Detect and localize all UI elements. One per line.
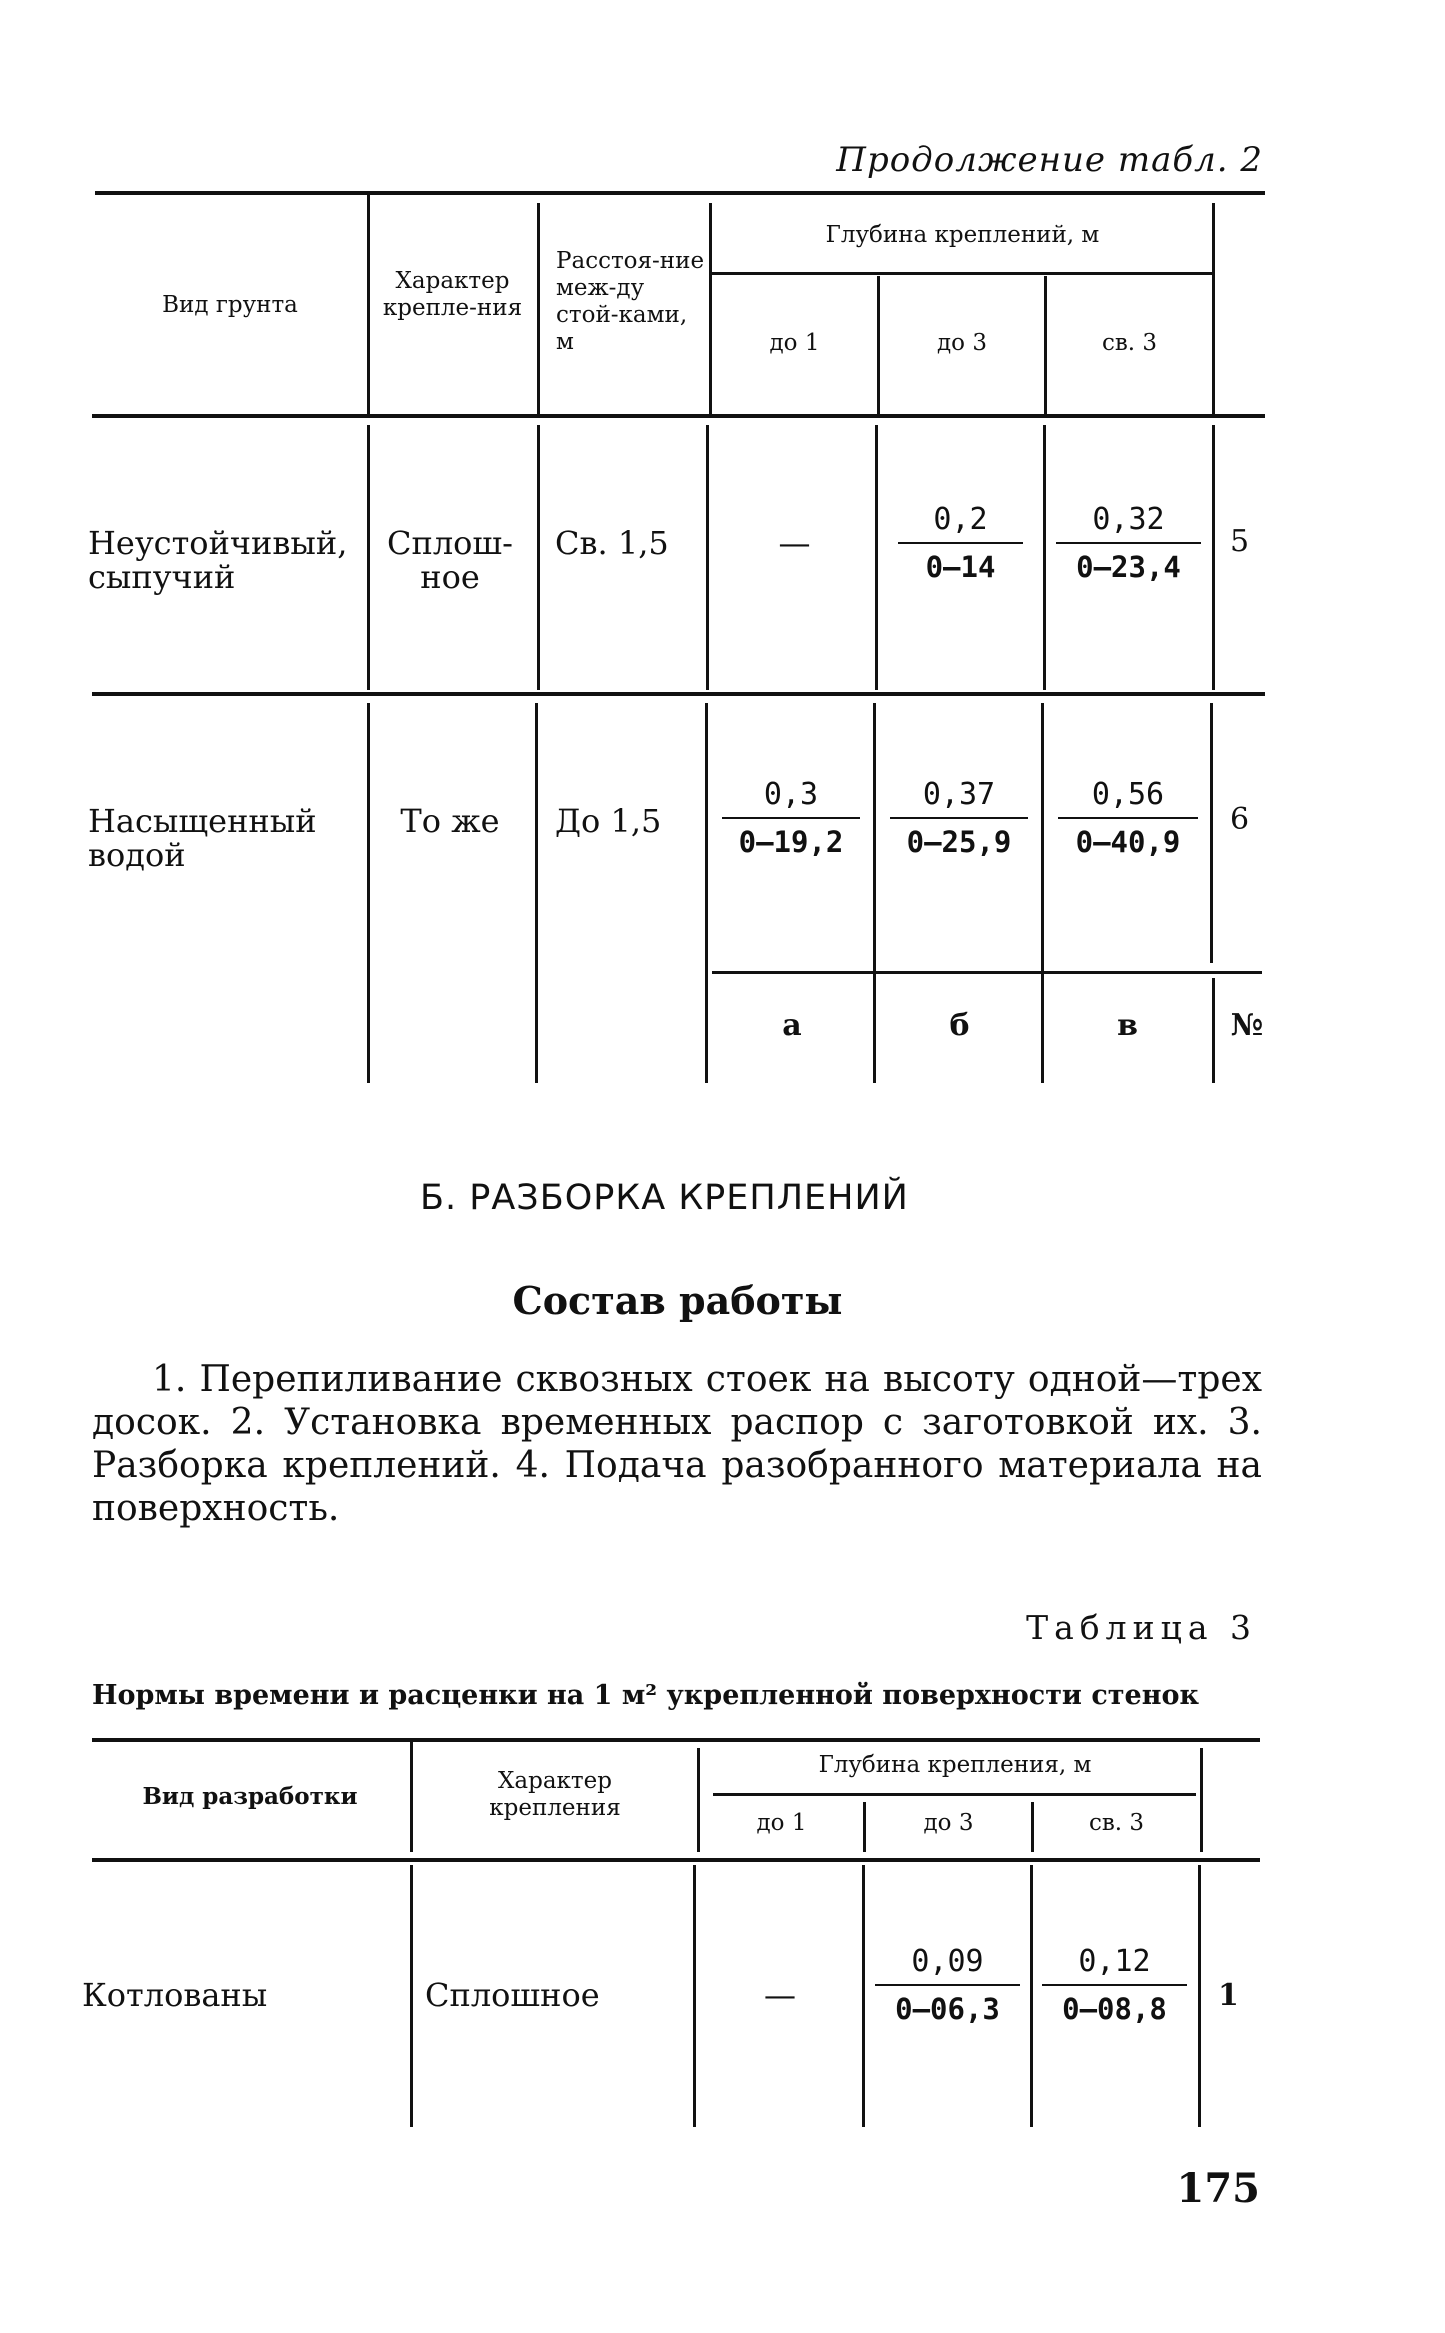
norm-rate-fraction [898,500,1023,586]
time-norm: 0,12 [1078,1944,1151,1979]
col-rule [535,703,538,1083]
row-number: 1 [1218,1978,1239,2013]
time-norm: 0,09 [911,1944,984,1979]
col-rule [862,1865,865,2127]
col-rule [1041,703,1044,1083]
fastening-cell: То же [400,802,500,840]
norm-rate-fraction [890,775,1028,861]
header-distance: Расстоя-ние меж-ду стой-ками, м [556,248,705,355]
distance-cell: Св. 1,5 [555,524,669,562]
row-separator-rule [92,692,1265,696]
table-top-rule [92,1738,1260,1742]
time-norm: 0,37 [922,777,996,812]
time-norm: 0,2 [933,502,988,537]
dash-cell: — [778,524,811,562]
header-soil-type: Вид грунта [162,292,298,318]
rate-value: 0—06,3 [895,1992,1000,2026]
fraction-bar [1042,1984,1187,1986]
fraction-bar [890,817,1028,819]
norm-rate-fraction [1042,1942,1187,2028]
table-top-rule [95,191,1265,195]
running-header: Продолжение табл. 2 [836,140,1263,180]
row-number: 6 [1230,802,1250,837]
rate-value: 0—40,9 [1075,825,1181,859]
fastening-cell: Сплошное [425,1976,600,2014]
col-rule [537,425,540,690]
fastening-cell: Сплош-ное [387,524,513,596]
depth-header-rule [712,272,1212,275]
dash-cell: — [764,1976,796,2014]
col-rule [1212,203,1215,416]
table-caption: Нормы времени и расценки на 1 м² укрепленной поверхности стенок [92,1680,1199,1711]
header-depth-upto-1: до 1 [769,330,820,356]
work-composition-paragraph: 1. Перепиливание сквозных стоек на высоту одной—трех досок. 2. Установка временных распор с заготовкой их. 3. Разборка креплений. 4. Подача разобранного материала на поверхность. [92,1359,1262,1529]
column-code-b: б [949,1008,970,1043]
col-rule [705,703,708,1083]
table-label: Таблица 3 [1026,1608,1257,1647]
fraction-bar [875,1984,1020,1986]
header-work-type: Вид разработки [142,1783,358,1810]
fraction-bar [1056,542,1201,544]
col-rule [367,425,370,690]
number-sign: № [1230,1008,1264,1043]
depth-header-rule [713,1793,1196,1796]
time-norm: 0,56 [1091,777,1165,812]
time-norm: 0,3 [763,777,819,812]
column-code-a: а [782,1008,802,1043]
col-rule [1198,1865,1201,2127]
subsection-title: Состав работы [512,1278,843,1323]
norm-rate-fraction [875,1942,1020,2028]
col-rule [1030,1865,1033,2127]
header-depth: Глубина крепления, м [818,1752,1092,1778]
norm-rate-fraction [1056,500,1201,586]
col-rule [367,703,370,1083]
header-depth-upto-3: до 3 [937,330,987,356]
rate-value: 0—23,4 [1076,550,1181,584]
col-rule [1043,425,1046,690]
work-type-cell: Котлованы [82,1976,268,2014]
header-depth: Глубина креплений, м [825,222,1100,248]
rate-value: 0—25,9 [906,825,1012,859]
col-rule [709,203,712,416]
col-rule [693,1865,696,2127]
soil-type-cell: Насыщенный водой [88,802,317,874]
col-rule [1200,1748,1203,1852]
col-rule [537,203,540,416]
col-rule [1210,703,1213,963]
header-bottom-rule [92,414,1265,418]
fraction-bar [722,817,860,819]
row-number: 5 [1230,524,1250,559]
header-depth-over-3: св. 3 [1088,1810,1145,1836]
header-depth-upto-1: до 1 [756,1810,807,1836]
col-rule [1212,425,1215,690]
norm-rate-fraction [722,775,860,861]
col-rule [1212,978,1215,1083]
fraction-bar [898,542,1023,544]
header-fastening: Характер крепле-ния [382,268,523,321]
col-rule [410,1742,413,1852]
col-rule [706,425,709,690]
rate-value: 0—14 [925,550,996,584]
section-title: Б. РАЗБОРКА КРЕПЛЕНИЙ [420,1178,909,1218]
distance-cell: До 1,5 [555,802,662,840]
time-norm: 0,32 [1092,502,1165,537]
column-code-v: в [1117,1008,1138,1043]
page-number: 175 [1176,2165,1260,2212]
soil-type-cell: Неустойчивый, сыпучий [88,524,348,596]
header-depth-upto-3: до 3 [923,1810,974,1836]
header-bottom-rule [92,1858,1260,1862]
codes-rule [712,971,1262,974]
col-rule [873,703,876,1083]
rate-value: 0—19,2 [738,825,844,859]
fraction-bar [1058,817,1198,819]
header-depth-over-3: св. 3 [1101,330,1158,356]
col-rule [410,1865,413,2127]
header-fastening: Характер крепления [489,1768,621,1821]
rate-value: 0—08,8 [1062,1992,1167,2026]
col-rule [367,191,370,416]
norm-rate-fraction [1058,775,1198,861]
